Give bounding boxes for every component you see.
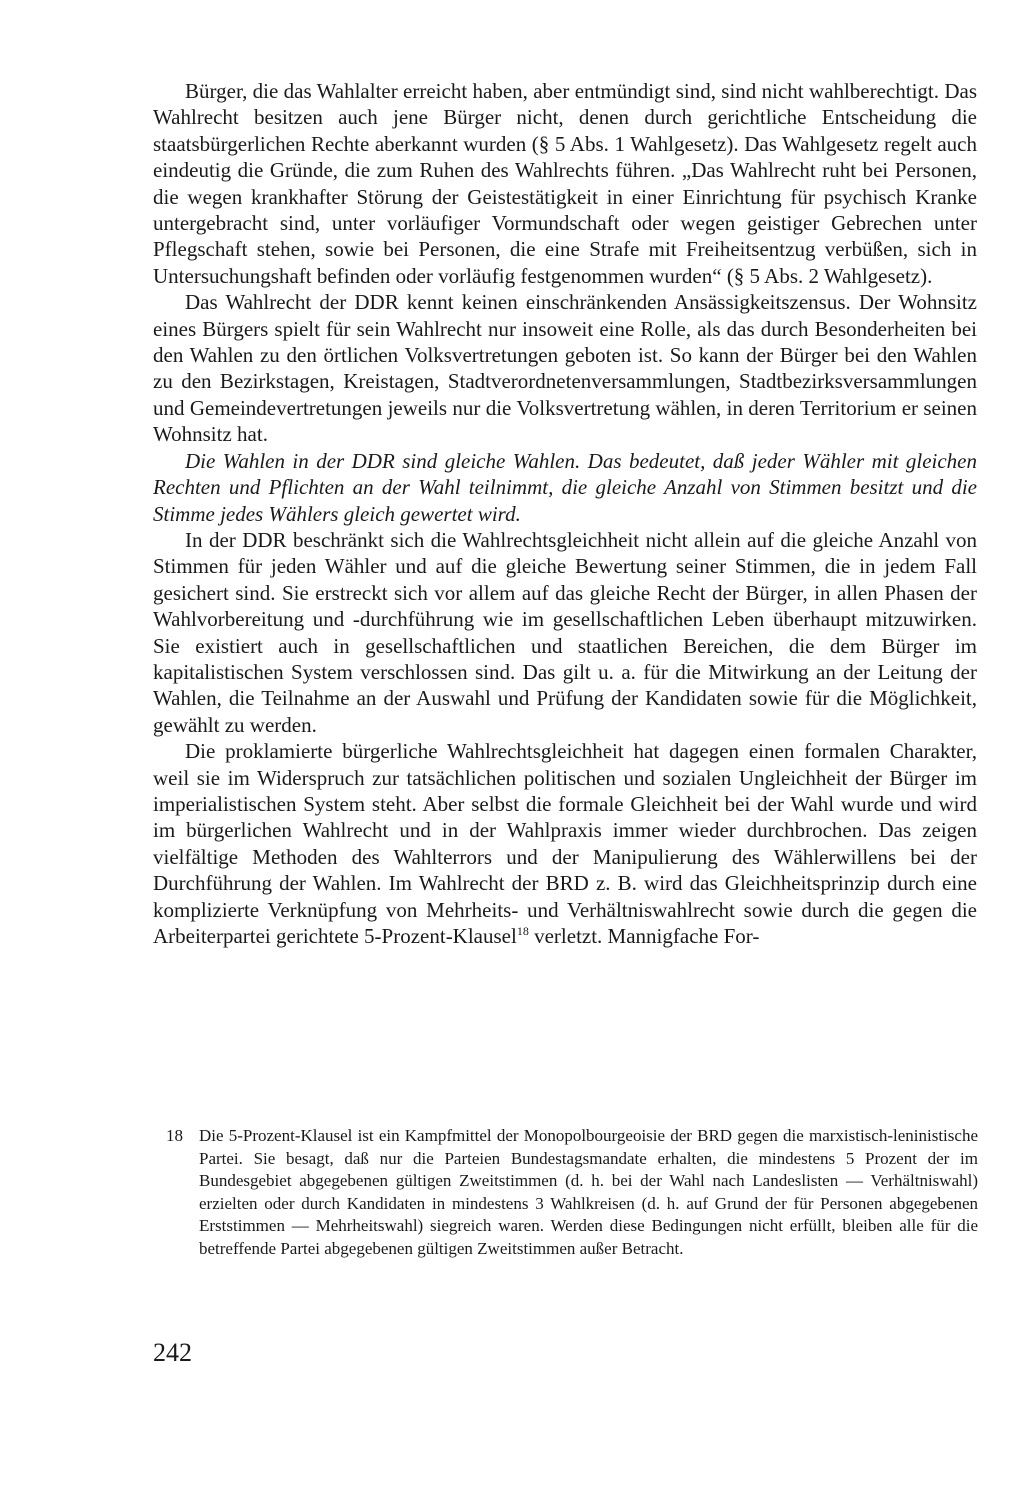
paragraph-emphasis: Die Wahlen in der DDR sind gleiche Wahlen. Das bedeutet, daß jeder Wähler mit gleichen Rechten und Pflichten an der Wahl teilnimmt, die gleiche Anzahl von Stimmen besitzt und die Stimme jedes Wählers gleich gewertet wird. <box>153 448 977 526</box>
body-text <box>153 78 977 949</box>
paragraph: Bürger, die das Wahlalter erreicht haben, aber entmündigt sind, sind nicht wahlberechtigt. Das Wahlrecht besitzen auch jene Bürger nicht, denen durch gerichtliche Entscheidung die staatsbürgerlichen Rechte aberkannt wurden (§ 5 Abs. 1 Wahlgesetz). Das Wahlgesetz regelt auch eindeutig die Gründe, die zum Ruhen des Wahlrechts führen. „Das Wahlrecht ruht bei Personen, die wegen krankhafter Störung der Geistestätigkeit in einer Einrichtung für psychisch Kranke untergebracht sind, unter vorläufiger Vormundschaft oder wegen geistiger Gebrechen unter Pflegschaft stehen, sowie bei Personen, die eine Strafe mit Freiheitsentzug verbüßen, sich in Untersuchungshaft befinden oder vorläufig festgenommen wurden“ (§ 5 Abs. 2 Wahlgesetz). <box>153 79 977 288</box>
paragraph-text: Die proklamierte bürgerliche Wahlrechtsgleichheit hat dagegen einen formalen Charakter, weil sie im Widerspruch zur tatsächlichen politischen und sozialen Ungleichheit der Bürger im imperialistischen System steht. Aber selbst die formale Gleichheit bei der Wahl wurde und wird im bürgerlichen Wahlrecht und in der Wahlpraxis immer wieder durchbrochen. Das zeigen vielfältige Methoden des Wahlterrors und der Manipulierung des Wählerwillens bei der Durchführung der Wahlen. Im Wahlrecht der BRD z. B. wird das Gleichheitsprinzip durch eine komplizierte Verknüpfung von Mehrheits- und Verhältniswahlrecht sowie durch die gegen die Arbeiterpartei gerichtete 5-Prozent-Klausel <box>153 739 977 948</box>
paragraph-text: verletzt. Mannigfache For- <box>528 924 760 948</box>
footnote-reference[interactable]: 18 <box>516 924 529 938</box>
footnote-number: 18 <box>166 1126 183 1145</box>
paragraph <box>153 738 977 949</box>
paragraph: In der DDR beschränkt sich die Wahlrechtsgleichheit nicht allein auf die gleiche Anzahl von Stimmen für jeden Wähler und auf die gleiche Bewertung seiner Stimmen, die in jedem Fall gesichert sind. Sie erstreckt sich vor allem auf das gleiche Recht der Bürger, in allen Phasen der Wahlvorbereitung und -durchführung wie im gesellschaftlichen Leben überhaupt mitzuwirken. Sie existiert auch in gesellschaftlichen und staatlichen Bereichen, die dem Bürger im kapitalistischen System verschlossen sind. Das gilt u. a. für die Mitwirkung an der Leitung der Wahlen, die Teilnahme an der Auswahl und Prüfung der Kandidaten sowie für die Möglichkeit, gewählt zu werden. <box>153 527 977 737</box>
page-number: 242 <box>153 1338 192 1367</box>
footnote <box>166 1125 978 1260</box>
paragraph: Das Wahlrecht der DDR kennt keinen einschränkenden Ansässigkeitszensus. Der Wohnsitz eines Bürgers spielt für sein Wahlrecht nur insoweit eine Rolle, als das durch Besonderheiten bei den Wahlen zu den örtlichen Volksvertretungen geboten ist. So kann der Bürger bei den Wahlen zu den Bezirkstagen, Kreistagen, Stadtverordnetenversammlungen, Stadtbezirksversammlungen und Gemeindevertretungen jeweils nur die Volksvertretung wählen, in deren Territorium er seinen Wohnsitz hat. <box>153 290 977 447</box>
footnotes <box>166 1125 978 1260</box>
footnote-text: Die 5-Prozent-Klausel ist ein Kampfmittel der Monopolbourgeoisie der BRD gegen die marxistisch-leninistische Partei. Sie besagt, daß nur die Parteien Bundestagsmandate erhalten, die mindestens 5 Prozent der im Bundesgebiet abgegebenen gültigen Zweitstimmen (d. h. bei der Wahl nach Landeslisten — Verhältniswahl) erzielten oder durch Kandidaten in mindestens 3 Wahlkreisen (d. h. auf Grund der für Personen abgegebenen Erststimmen — Mehrheitswahl) siegreich waren. Werden diese Bedingungen nicht erfüllt, bleiben alle für die betreffende Partei abgegebenen gültigen Zweitstimmen außer Betracht. <box>199 1126 978 1258</box>
